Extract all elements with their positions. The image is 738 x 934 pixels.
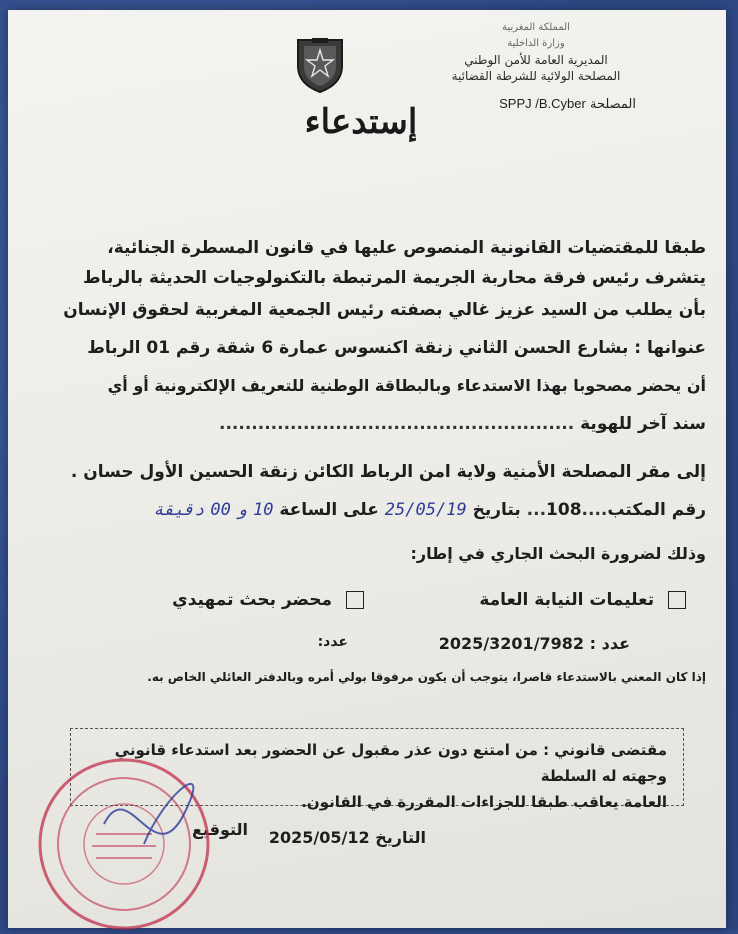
- appointment-hours: 10: [252, 500, 274, 520]
- issue-date: [269, 828, 426, 847]
- legal-line-1: مقتضى قانوني : من امتنع دون عذر مقبول عن الحضور بعد استدعاء قانوني وجهته له السلطة: [114, 741, 667, 785]
- date-label: بتاريخ: [472, 500, 521, 520]
- legal-line-2: العامة يعاقب طبقا للجزاءات المقررة في القانون.: [301, 793, 667, 811]
- ministry-label: وزارة الداخلية: [507, 38, 565, 49]
- unit-code: SPPJ /B.Cyber: [499, 96, 586, 111]
- office-dots-before: ....: [581, 500, 608, 520]
- signature-label: التوقيع: [192, 820, 248, 839]
- body-line-5: أن يحضر مصحوبا بهذا الاستدعاء وبالبطاقة الوطنية للتعريف الإلكترونية أو أي: [107, 376, 706, 395]
- unit-line: [499, 96, 636, 112]
- appointment-date: 25/05/19: [384, 500, 467, 520]
- reference-number-2: [318, 634, 348, 650]
- time-unit: دقيقة: [153, 500, 205, 520]
- issue-date-value: 2025/05/12: [268, 828, 370, 847]
- body-line-9: وذلك لضرورة البحث الجاري في إطار:: [410, 544, 706, 563]
- option-preliminary: [172, 590, 364, 610]
- office-number: 108: [546, 500, 582, 520]
- document-title: إستدعاء: [304, 102, 418, 142]
- reference-label-2: عدد:: [317, 634, 348, 650]
- service-label: المصلحة الولائية للشرطة القضائية: [451, 69, 621, 83]
- reference-label-1: عدد :: [589, 634, 630, 653]
- minor-note: إذا كان المعني بالاستدعاء قاصرا، يتوجب أن يكون مرفوقا بولي أمره وبالدفتر العائلي الخاص به.: [147, 670, 706, 684]
- directorate-label: المديرية العامة للأمن الوطني: [464, 53, 608, 67]
- prosecution-checkbox[interactable]: [668, 591, 686, 609]
- body-line-7: إلى مقر المصلحة الأمنية ولاية امن الرباط الكائن زنقة الحسين الأول حسان .: [70, 462, 706, 482]
- preliminary-label: محضر بحث تمهيدي: [172, 590, 333, 610]
- reference-value-1: 2025/3201/7982: [438, 634, 585, 653]
- time-and: و: [236, 500, 248, 520]
- body-line-2: يتشرف رئيس فرقة محاربة الجريمة المرتبطة بالتكنولوجيات الحديثة بالرباط: [82, 268, 706, 288]
- police-emblem-icon: [294, 36, 346, 94]
- office-label: رقم المكتب: [607, 500, 706, 520]
- summons-document: [8, 10, 726, 928]
- kingdom-label: المملكة المغربية: [502, 22, 570, 33]
- option-prosecution: [479, 590, 686, 610]
- preliminary-checkbox[interactable]: [346, 591, 364, 609]
- reference-number-1: [439, 634, 630, 653]
- body-line-3: بأن يطلب من السيد عزيز غالي بصفته رئيس الجمعية المغربية لحقوق الإنسان: [63, 300, 706, 320]
- identity-label: سند آخر للهوية: [580, 414, 706, 434]
- body-line-4: عنوانها : بشارع الحسن الثاني زنقة اكنسوس عمارة 6 شقة رقم 01 الرباط: [87, 338, 706, 358]
- unit-label: المصلحة: [589, 97, 636, 112]
- time-label: على الساعة: [279, 500, 379, 520]
- body-line-6: [16, 414, 706, 434]
- prosecution-label: تعليمات النيابة العامة: [479, 590, 655, 610]
- appointment-minutes: 00: [210, 500, 231, 520]
- official-stamp-icon: [34, 754, 214, 934]
- issue-date-label: التاريخ: [375, 828, 426, 847]
- appointment-line: [16, 500, 706, 520]
- office-dots-after: ...: [526, 500, 547, 520]
- body-line-1: طبقا للمقتضيات القانونية المنصوص عليها في قانون المسطرة الجنائية،: [107, 238, 706, 258]
- header-block: [436, 20, 636, 84]
- identity-dots: .......................................................: [219, 414, 575, 434]
